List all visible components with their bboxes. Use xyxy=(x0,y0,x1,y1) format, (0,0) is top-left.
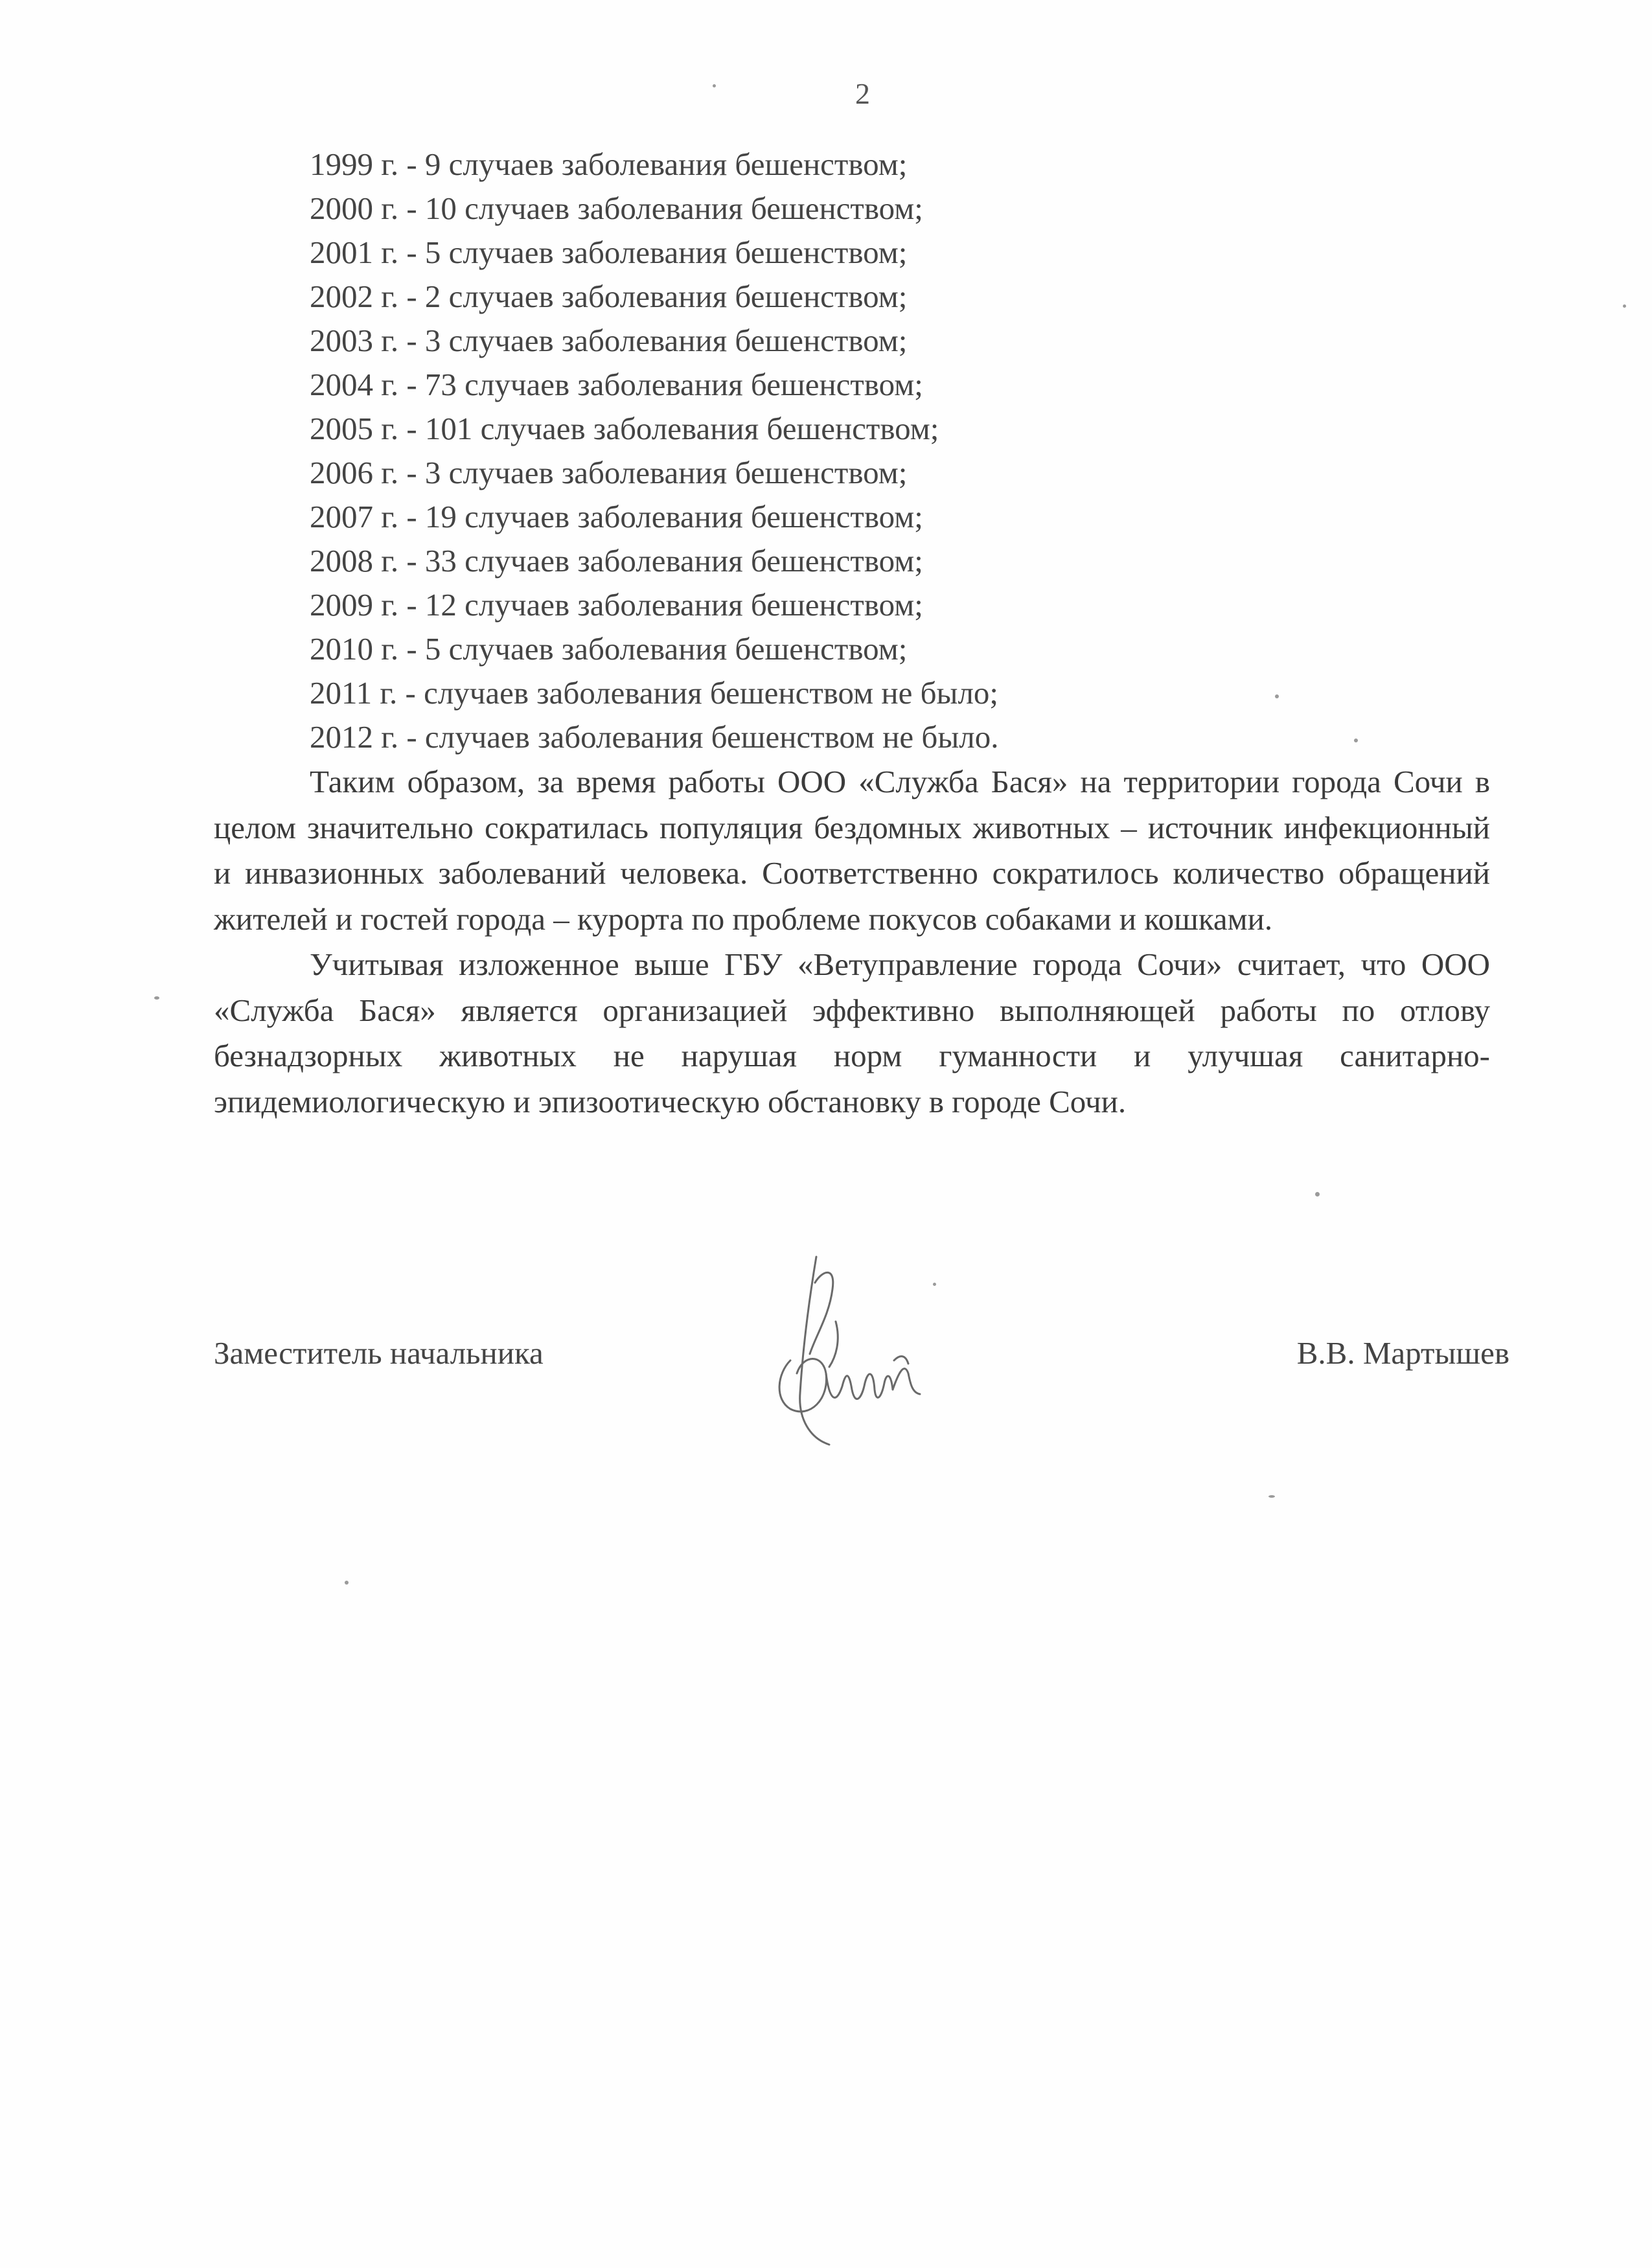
stat-line: 2006 г. - 3 случаев заболевания бешенством; xyxy=(310,455,908,490)
conclusion-paragraph: Таким образом, за время работы ООО «Служба Бася» на территории города Сочи в целом значительно сократилась популяция бездомных животных – источник инфекционный и инвазионных заболеваний человека. Соответственно сократилось количество обращений жителей и гостей города – курорта по проблеме покусов собаками и кошками. xyxy=(214,764,1490,937)
signatory-name: В.В. Мартышев xyxy=(1296,1335,1509,1371)
scan-speck xyxy=(1623,304,1626,308)
scan-speck xyxy=(933,1283,936,1286)
scan-speck xyxy=(1315,1192,1320,1197)
scan-speck xyxy=(1354,739,1358,742)
scan-speck xyxy=(154,996,159,1000)
signature-block xyxy=(214,1334,1509,1386)
stat-line: 2004 г. - 73 случаев заболевания бешенством; xyxy=(310,367,923,402)
stat-line: 2008 г. - 33 случаев заболевания бешенством; xyxy=(310,543,923,578)
rabies-statistics-list xyxy=(310,143,998,759)
stat-line: 2009 г. - 12 случаев заболевания бешенством; xyxy=(310,587,923,623)
stat-line: 2011 г. - случаев заболевания бешенством не было; xyxy=(310,675,999,711)
assessment-paragraph: Учитывая изложенное выше ГБУ «Ветуправление города Сочи» считает, что ООО «Служба Бася» является организацией эффективно выполняющей работы по отлову безнадзорных животных не нарушая норм гуманности и улучшая санитарно-эпидемиологическую и эпизоотическую обстановку в городе Сочи. xyxy=(214,946,1490,1119)
stat-line: 2003 г. - 3 случаев заболевания бешенством; xyxy=(310,323,908,358)
stat-line: 2012 г. - случаев заболевания бешенством не было. xyxy=(310,719,999,755)
page-number: 2 xyxy=(855,77,870,110)
signatory-position: Заместитель начальника xyxy=(214,1335,544,1371)
stat-line: 2010 г. - 5 случаев заболевания бешенством; xyxy=(310,631,908,667)
stat-line: 1999 г. - 9 случаев заболевания бешенством; xyxy=(310,146,908,182)
scan-speck xyxy=(1275,694,1279,698)
stat-line: 2005 г. - 101 случаев заболевания бешенством; xyxy=(310,411,939,446)
stat-line: 2002 г. - 2 случаев заболевания бешенством; xyxy=(310,279,908,314)
stat-line: 2000 г. - 10 случаев заболевания бешенством; xyxy=(310,190,923,226)
scan-speck xyxy=(345,1581,349,1585)
stat-line: 2001 г. - 5 случаев заболевания бешенством; xyxy=(310,235,908,270)
scan-speck xyxy=(1268,1495,1275,1498)
scan-speck xyxy=(713,84,716,87)
body-text xyxy=(214,759,1490,1125)
stat-line: 2007 г. - 19 случаев заболевания бешенством; xyxy=(310,499,923,534)
